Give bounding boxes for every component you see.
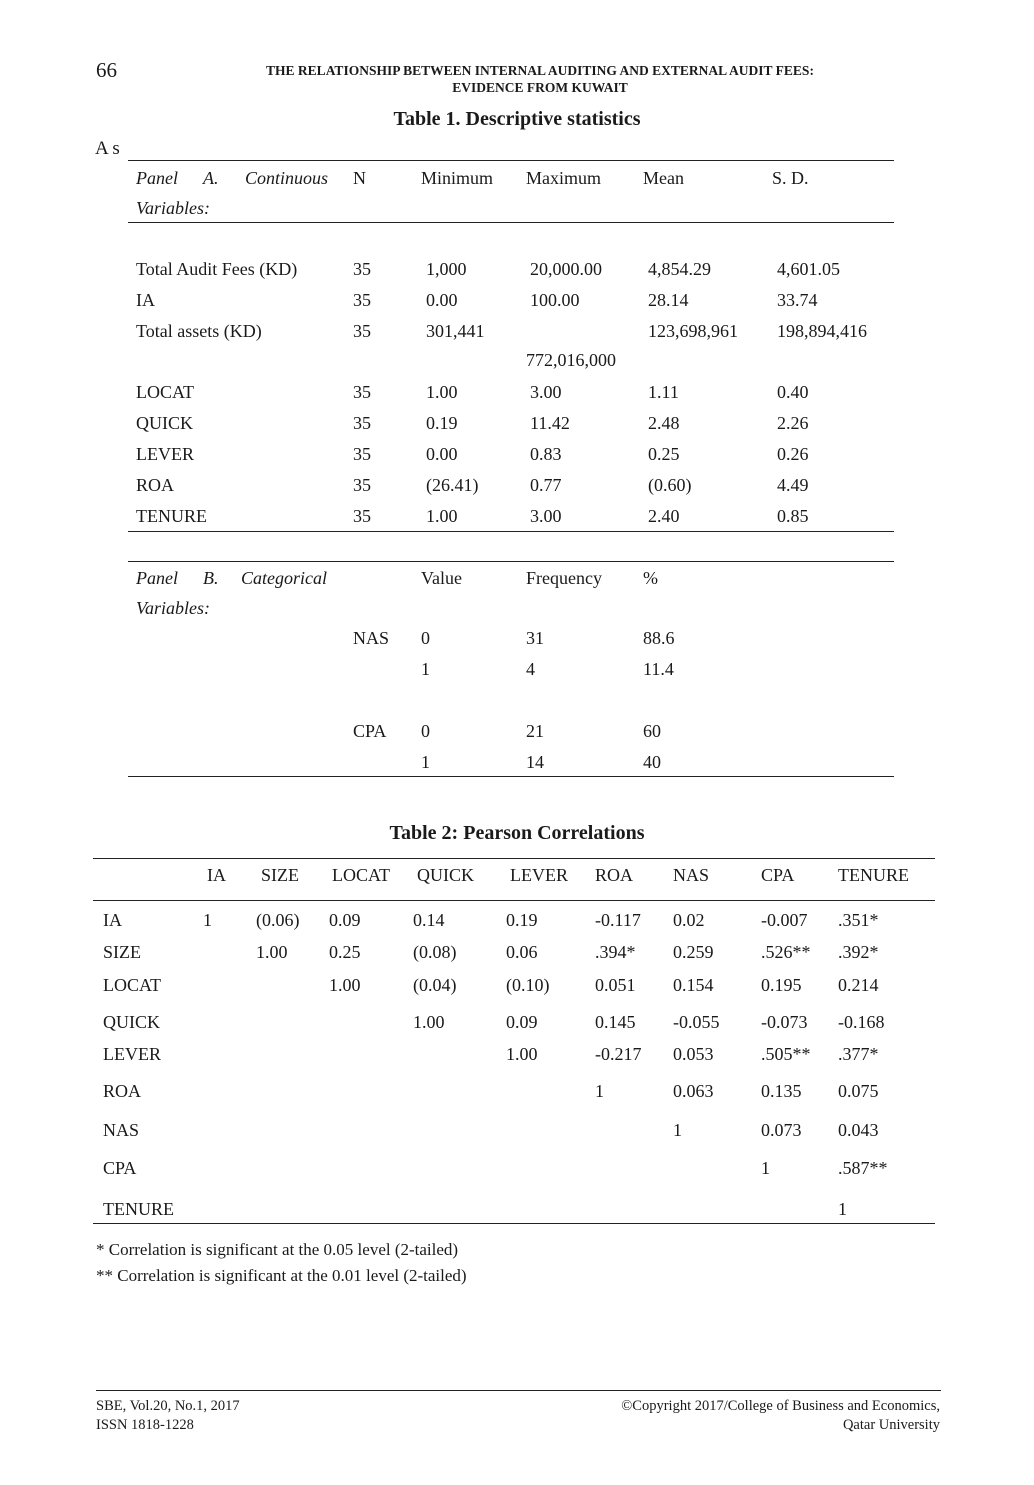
table1-cell: 100.00 — [530, 290, 580, 310]
table2-cell: .351* — [838, 910, 879, 930]
table2-cell: (0.10) — [506, 975, 550, 995]
table1-cell: 1,000 — [426, 259, 467, 279]
table1-column-header: Value — [421, 568, 462, 588]
table1-bottom-rule — [128, 776, 894, 777]
table1-cell: 88.6 — [643, 628, 675, 648]
running-title-line-2: EVIDENCE FROM KUWAIT — [452, 80, 628, 95]
panel-a-label: Panel — [136, 168, 178, 188]
footer-university: Qatar University — [842, 1417, 940, 1433]
table2-column-header: CPA — [761, 865, 795, 885]
table1-cell: 0.25 — [648, 444, 680, 464]
table2-cell: -0.168 — [838, 1012, 885, 1032]
table2-row-label: NAS — [103, 1120, 140, 1140]
table1-top-rule — [128, 160, 894, 161]
table1-cell: 0.00 — [426, 444, 458, 464]
table1-cell: 2.40 — [648, 506, 680, 526]
table2-cell: 0.14 — [413, 910, 445, 930]
table1-column-header: N — [353, 168, 366, 188]
table1-cell: 0.40 — [777, 382, 809, 402]
table1-cell: 0.19 — [426, 413, 458, 433]
table1-row-label: CPA — [353, 721, 387, 741]
table2-cell: -0.217 — [595, 1044, 642, 1064]
table1-row-label: NAS — [353, 628, 390, 648]
table1-cell: 40 — [643, 752, 661, 772]
table2-cell: .377* — [838, 1044, 879, 1064]
table2-note-1: * Correlation is significant at the 0.05 level (2-tailed) — [96, 1240, 459, 1259]
table2-cell: 1.00 — [413, 1012, 445, 1032]
table1-panel-a-bottom-rule — [128, 531, 894, 532]
table1-cell: 4,854.29 — [648, 259, 711, 279]
table2-cell: (0.04) — [413, 975, 457, 995]
panel-b-label: Variables: — [136, 598, 210, 618]
table1-cell: 2.48 — [648, 413, 680, 433]
table1-cell: 35 — [353, 444, 371, 464]
table1-cell: 198,894,416 — [777, 321, 867, 341]
table1-row-label: Total Audit Fees (KD) — [136, 259, 298, 279]
page-number: 66 — [96, 58, 117, 82]
table2-cell: .394* — [595, 942, 636, 962]
panel-a-label: Variables: — [136, 198, 210, 218]
table2-cell: 0.051 — [595, 975, 636, 995]
footer-copyright: ©Copyright 2017/College of Business and Economics, — [621, 1398, 940, 1414]
panel-a-label: A. — [203, 168, 219, 188]
table1-cell: 0.83 — [530, 444, 562, 464]
table1-cell: 21 — [526, 721, 544, 741]
table2-cell: 1.00 — [256, 942, 288, 962]
table2-row-label: LOCAT — [103, 975, 161, 995]
table2-header-rule — [93, 900, 935, 901]
table2-cell: 0.145 — [595, 1012, 636, 1032]
table2-note-2: ** Correlation is significant at the 0.01 level (2-tailed) — [96, 1266, 467, 1285]
table2-cell: 1 — [838, 1199, 847, 1219]
table1-cell: 35 — [353, 413, 371, 433]
table2-column-header: IA — [207, 865, 226, 885]
table1-cell: 60 — [643, 721, 661, 741]
table1-column-header: Minimum — [421, 168, 494, 188]
table1-cell: 31 — [526, 628, 544, 648]
table2-cell: .392* — [838, 942, 879, 962]
table2-cell: 0.09 — [329, 910, 361, 930]
panel-b-label: Categorical — [241, 568, 327, 588]
table1-cell: 1.00 — [426, 506, 458, 526]
table2-column-header: SIZE — [261, 865, 299, 885]
table1-cell: 2.26 — [777, 413, 809, 433]
table2-cell: (0.08) — [413, 942, 457, 962]
table1-row-label: QUICK — [136, 413, 193, 433]
table2-top-rule — [93, 858, 935, 859]
table2-cell: 0.053 — [673, 1044, 714, 1064]
table1-cell: 3.00 — [530, 382, 562, 402]
table1-cell: (26.41) — [426, 475, 479, 495]
table2-row-label: LEVER — [103, 1044, 161, 1064]
table1-cell: 0 — [421, 628, 430, 648]
table1-column-header: Maximum — [526, 168, 601, 188]
table2-cell: 0.073 — [761, 1120, 802, 1140]
table1-row-label: IA — [136, 290, 155, 310]
table1-cell: 20,000.00 — [530, 259, 602, 279]
table2-cell: 0.25 — [329, 942, 361, 962]
table1-cell: (0.60) — [648, 475, 692, 495]
table2-cell: 0.06 — [506, 942, 538, 962]
table2-title: Table 2: Pearson Correlations — [389, 822, 645, 844]
footer-issn: ISSN 1818-1228 — [96, 1417, 194, 1433]
table1-title: Table 1. Descriptive statistics — [393, 108, 641, 130]
table2-row-label: ROA — [103, 1081, 142, 1101]
table1-panel-b-top-rule — [128, 561, 894, 562]
table2-cell: 0.135 — [761, 1081, 802, 1101]
table1-column-header: Mean — [643, 168, 684, 188]
table1-column-header: % — [643, 568, 658, 588]
table1-cell: 123,698,961 — [648, 321, 738, 341]
table2-cell: (0.06) — [256, 910, 300, 930]
table2-cell: -0.073 — [761, 1012, 808, 1032]
table2-cell: 0.043 — [838, 1120, 879, 1140]
table2-cell: .526** — [761, 942, 811, 962]
table2-column-header: QUICK — [417, 865, 474, 885]
table1-cell: 35 — [353, 382, 371, 402]
table1-cell: 0.77 — [530, 475, 562, 495]
table2-cell: 0.02 — [673, 910, 705, 930]
table1-cell: 11.4 — [643, 659, 674, 679]
table1-cell: 14 — [526, 752, 544, 772]
table2-column-header: ROA — [595, 865, 634, 885]
table1-cell: 1 — [421, 659, 430, 679]
table2-cell: 1 — [761, 1158, 770, 1178]
table2-cell: .505** — [761, 1044, 811, 1064]
table2-row-label: QUICK — [103, 1012, 160, 1032]
table1-row-label: LOCAT — [136, 382, 194, 402]
table2-cell: 0.063 — [673, 1081, 714, 1101]
table2-row-label: SIZE — [103, 942, 141, 962]
table1-cell: 4,601.05 — [777, 259, 840, 279]
table1-panel-a-header-rule — [128, 222, 894, 223]
table1-cell: 11.42 — [530, 413, 570, 433]
panel-b-label: B. — [203, 568, 219, 588]
table1-cell: 4.49 — [777, 475, 809, 495]
table2-row-label: CPA — [103, 1158, 137, 1178]
table1-cell: 0.85 — [777, 506, 809, 526]
table1-column-header: S. D. — [772, 168, 809, 188]
table1-row-label: TENURE — [136, 506, 207, 526]
table2-column-header: LEVER — [510, 865, 568, 885]
table2-cell: 0.195 — [761, 975, 802, 995]
table1-column-header: Frequency — [526, 568, 602, 588]
table1-cell: 772,016,000 — [526, 350, 616, 370]
footer-journal: SBE, Vol.20, No.1, 2017 — [96, 1398, 240, 1414]
table1-cell: 0.26 — [777, 444, 809, 464]
table2-cell: .587** — [838, 1158, 888, 1178]
table1-cell: 28.14 — [648, 290, 689, 310]
table1-cell: 0.00 — [426, 290, 458, 310]
table1-row-label: ROA — [136, 475, 175, 495]
table2-cell: 0.214 — [838, 975, 879, 995]
footer-rule — [96, 1390, 941, 1391]
table2-row-label: TENURE — [103, 1199, 174, 1219]
table2-cell: 1 — [673, 1120, 682, 1140]
table1-cell: 35 — [353, 506, 371, 526]
table2-row-label: IA — [103, 910, 122, 930]
table2-cell: 0.154 — [673, 975, 714, 995]
table1-cell: 33.74 — [777, 290, 818, 310]
running-title-line-1: THE RELATIONSHIP BETWEEN INTERNAL AUDITING AND EXTERNAL AUDIT FEES: — [266, 63, 814, 78]
table1-cell: 35 — [353, 475, 371, 495]
table2-cell: 0.075 — [838, 1081, 879, 1101]
table1-cell: 35 — [353, 321, 371, 341]
table2-bottom-rule — [93, 1223, 935, 1224]
table2-cell: 1.00 — [329, 975, 361, 995]
table1-row-label: LEVER — [136, 444, 194, 464]
table1-row-label: Total assets (KD) — [136, 321, 262, 341]
table2-column-header: LOCAT — [332, 865, 390, 885]
table1-cell: 1 — [421, 752, 430, 772]
table2-cell: -0.007 — [761, 910, 808, 930]
table2-cell: 0.19 — [506, 910, 538, 930]
table1-cell: 1.00 — [426, 382, 458, 402]
table2-cell: 1.00 — [506, 1044, 538, 1064]
table2-column-header: TENURE — [838, 865, 909, 885]
table2-cell: -0.055 — [673, 1012, 720, 1032]
table1-cell: 0 — [421, 721, 430, 741]
table1-cell: 1.11 — [648, 382, 679, 402]
table1-cell: 3.00 — [530, 506, 562, 526]
table2-cell: 0.09 — [506, 1012, 538, 1032]
panel-a-label: Continuous — [245, 168, 329, 188]
table1-cell: 4 — [526, 659, 535, 679]
table2-column-header: NAS — [673, 865, 710, 885]
stray-text: A s — [95, 138, 120, 159]
table2-cell: 1 — [595, 1081, 604, 1101]
table2-cell: 1 — [203, 910, 212, 930]
table1-cell: 35 — [353, 259, 371, 279]
running-title — [140, 62, 940, 96]
table1-cell: 35 — [353, 290, 371, 310]
table1-cell: 301,441 — [426, 321, 485, 341]
table2-cell: 0.259 — [673, 942, 714, 962]
panel-b-label: Panel — [136, 568, 178, 588]
table2-cell: -0.117 — [595, 910, 641, 930]
